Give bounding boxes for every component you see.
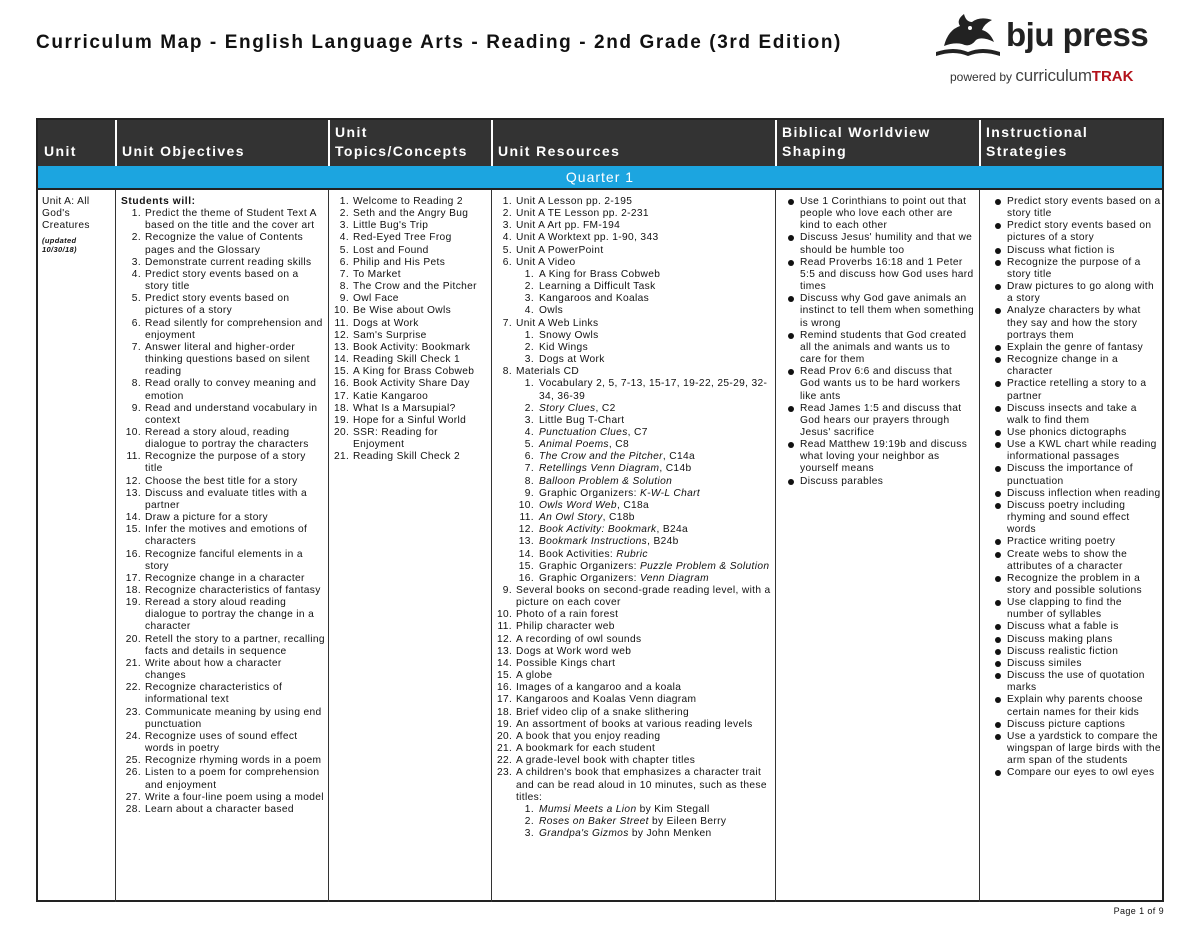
bullet-icon xyxy=(788,333,794,339)
list-item: 19. An assortment of books at various reading levels xyxy=(497,718,753,730)
list-item: 2. Kid Wings xyxy=(524,341,589,353)
list-item: 6. Philip and His Pets xyxy=(339,256,446,268)
list-item: Discuss Jesus' humility and that we should be humble too xyxy=(788,232,974,256)
col-header-topics: Unit Topics/Concepts xyxy=(335,124,468,159)
bullet-icon xyxy=(995,624,1001,630)
list-item: Remind students that God created all the animals and wants us to care for them xyxy=(788,330,974,366)
list-item: 3. Demonstrate current reading skills xyxy=(131,256,312,268)
page-number: Page 1 of 9 xyxy=(1113,906,1164,916)
list-item: 19. Reread a story aloud reading dialogue to portray the change in a character xyxy=(125,597,315,633)
list-item: 5. Animal Poems, C8 xyxy=(524,439,629,451)
bullet-icon xyxy=(995,308,1001,314)
list-item: 1. Predict the theme of Student Text A based on the title and the cover art xyxy=(131,208,317,232)
list-item: Discuss poetry including rhyming and sound effect words xyxy=(995,500,1161,536)
list-item: Use a yardstick to compare the wingspan of large birds with the arm span of the students xyxy=(995,731,1161,767)
list-item: 8. Read orally to convey meaning and emotion xyxy=(131,378,317,402)
list-item: Create webs to show the attributes of a character xyxy=(995,549,1161,573)
list-item: Discuss what a fable is xyxy=(995,621,1161,633)
list-item: 5. Unit A PowerPoint xyxy=(502,244,604,256)
list-item: 22. A grade-level book with chapter titles xyxy=(497,755,696,767)
list-item: 20. Retell the story to a partner, recalling facts and details in sequence xyxy=(125,633,325,657)
list-item: Discuss the use of quotation marks xyxy=(995,670,1161,694)
list-item: 2. Story Clues, C2 xyxy=(524,402,616,414)
quarter-banner: Quarter 1 xyxy=(38,166,1162,190)
list-item: Discuss realistic fiction xyxy=(995,646,1161,658)
list-item: 17. Katie Kangaroo xyxy=(334,390,429,402)
list-item: 3. Unit A Art pp. FM-194 xyxy=(502,220,621,232)
bullet-icon xyxy=(788,442,794,448)
list-item: 22. Recognize characteristics of informational text xyxy=(125,682,283,706)
powered-by: powered by curriculumTRAK xyxy=(950,66,1134,85)
list-item: Read Prov 6:6 and discuss that God wants us to be hard workers like ants xyxy=(788,366,974,402)
bullet-icon xyxy=(995,260,1001,266)
list-item: Read James 1:5 and discuss that God hears our prayers through Jesus' sacrifice xyxy=(788,403,974,439)
col-header-resources: Unit Resources xyxy=(498,143,621,159)
page-title: Curriculum Map - English Language Arts - Reading - 2nd Grade (3rd Edition) xyxy=(36,32,842,53)
list-item: Discuss similes xyxy=(995,658,1161,670)
strategies-cell xyxy=(995,196,1161,780)
bullet-icon xyxy=(995,552,1001,558)
list-item: 5. Lost and Found xyxy=(339,244,429,256)
list-item: 14. Draw a picture for a story xyxy=(125,512,268,524)
list-item: 2. Roses on Baker Street by Eileen Berry xyxy=(524,815,727,827)
bullet-icon xyxy=(995,381,1001,387)
list-item: 7. Unit A Web Links 1. Snowy Owls 2. Kid Wings 3. Dogs at Work xyxy=(497,318,772,367)
list-item: 15. A King for Brass Cobweb xyxy=(334,366,475,378)
bullet-icon xyxy=(995,357,1001,363)
unit-name: Unit A: All God's Creatures xyxy=(42,196,90,232)
list-item: 9. Owl Face xyxy=(339,293,399,305)
col-header-strategies: Instructional Strategies xyxy=(986,124,1089,159)
bullet-icon xyxy=(995,722,1001,728)
books-sublist xyxy=(516,804,772,840)
list-item: 4. Owls xyxy=(524,305,564,317)
bullet-icon xyxy=(995,637,1001,643)
list-item: 15. Graphic Organizers: Puzzle Problem & Solution xyxy=(518,560,770,572)
list-item: Discuss insects and take a walk to find them xyxy=(995,403,1161,427)
bullet-icon xyxy=(995,223,1001,229)
list-item: 15. A globe xyxy=(497,670,553,682)
list-item: 13. Discuss and evaluate titles with a partner xyxy=(125,487,307,511)
list-item: 11. An Owl Story, C18b xyxy=(519,512,635,524)
list-item: Recognize the problem in a story and possible solutions xyxy=(995,573,1161,597)
list-item: 12. Choose the best title for a story xyxy=(125,475,298,487)
list-item: 16. Graphic Organizers: Venn Diagram xyxy=(518,572,709,584)
bullet-icon xyxy=(788,199,794,205)
list-item: 7. Answer literal and higher-order thinking questions based on silent reading xyxy=(131,341,310,378)
list-item: 28. Learn about a character based xyxy=(125,803,294,815)
bullet-icon xyxy=(995,284,1001,290)
list-item: 10. Be Wise about Owls xyxy=(334,305,452,317)
list-item: 20. A book that you enjoy reading xyxy=(497,730,661,742)
strategies-list xyxy=(995,196,1161,780)
list-item: 21. Reading Skill Check 2 xyxy=(334,451,461,463)
list-item: Use a KWL chart while reading informational passages xyxy=(995,439,1161,463)
bullet-icon xyxy=(788,479,794,485)
list-item: Read Proverbs 16:18 and 1 Peter 5:5 and discuss how God uses hard times xyxy=(788,257,974,293)
list-item: Practice retelling a story to a partner xyxy=(995,378,1161,402)
list-item: 7. Retellings Venn Diagram, C14b xyxy=(524,463,692,475)
curriculum-table xyxy=(36,118,1164,902)
objectives-list xyxy=(121,208,325,816)
bullet-icon xyxy=(995,466,1001,472)
bullet-icon xyxy=(788,235,794,241)
list-item: 4. Punctuation Clues, C7 xyxy=(524,426,648,438)
list-item: 10. Owls Word Web, C18a xyxy=(518,499,650,511)
list-item: 4. Red-Eyed Tree Frog xyxy=(339,232,452,244)
list-item: Use phonics dictographs xyxy=(995,427,1161,439)
list-item: Compare our eyes to owl eyes xyxy=(995,767,1161,779)
list-item: Predict story events based on pictures of a story xyxy=(995,220,1161,244)
bullet-icon xyxy=(995,345,1001,351)
bullet-icon xyxy=(788,406,794,412)
list-item: 11. Dogs at Work xyxy=(334,317,419,329)
list-item: 18. Brief video clip of a snake slithering xyxy=(497,706,689,718)
list-item: Recognize the purpose of a story title xyxy=(995,257,1161,281)
list-item: 3. Little Bug T-Chart xyxy=(524,414,625,426)
list-item: 1. Welcome to Reading 2 xyxy=(339,196,463,207)
bullet-icon xyxy=(995,199,1001,205)
list-item: 12. Book Activity: Bookmark, B24a xyxy=(518,524,689,536)
list-item: 17. Kangaroos and Koalas Venn diagram xyxy=(497,694,697,706)
list-item: Explain the genre of fantasy xyxy=(995,342,1161,354)
worldview-list xyxy=(788,196,974,488)
video-sublist xyxy=(516,269,772,318)
bullet-icon xyxy=(995,649,1001,655)
resources-cell xyxy=(497,196,772,840)
bullet-icon xyxy=(995,576,1001,582)
list-item: 6. The Crow and the Pitcher, C14a xyxy=(524,451,696,463)
list-item: 8. Balloon Problem & Solution xyxy=(524,475,673,487)
bullet-icon xyxy=(995,503,1001,509)
list-item: Use 1 Corinthians to point out that people who love each other are kind to each other xyxy=(788,196,974,232)
list-item: 9. Several books on second-grade reading level, with a picture on each cover xyxy=(502,585,771,609)
list-item: 8. The Crow and the Pitcher xyxy=(339,281,477,293)
list-item: Discuss picture captions xyxy=(995,719,1161,731)
bullet-icon xyxy=(788,296,794,302)
list-item: 23. Communicate meaning by using end punctuation xyxy=(125,706,322,730)
list-item: 5. Predict story events based on pictures of a story xyxy=(131,293,290,317)
bullet-icon xyxy=(995,661,1001,667)
list-item: 18. Recognize characteristics of fantasy xyxy=(125,585,321,596)
list-item: 11. Recognize the purpose of a story title xyxy=(126,451,306,475)
bullet-icon xyxy=(995,697,1001,703)
list-item: 7. To Market xyxy=(339,268,401,280)
list-item: 13. Book Activity: Bookmark xyxy=(334,341,471,353)
bullet-icon xyxy=(995,770,1001,776)
list-item: Read Matthew 19:19b and discuss what loving your neighbor as yourself means xyxy=(788,439,974,475)
list-item: 1. Mumsi Meets a Lion by Kim Stegall xyxy=(524,803,710,815)
list-item: 3. Little Bug's Trip xyxy=(339,220,429,232)
list-item: 24. Recognize uses of sound effect words in poetry xyxy=(125,730,298,755)
col-header-unit: Unit xyxy=(44,143,77,159)
list-item: 14. Reading Skill Check 1 xyxy=(334,354,461,366)
list-item: 2. Recognize the value of Contents pages and the Glossary xyxy=(131,232,304,256)
topics-list xyxy=(334,196,488,463)
list-item: Predict story events based on a story title xyxy=(995,196,1161,220)
list-item: 4. Unit A Worktext pp. 1-90, 343 xyxy=(502,232,659,244)
bullet-icon xyxy=(995,600,1001,606)
list-item: Explain why parents choose certain names for their kids xyxy=(995,694,1161,718)
list-item: 16. Images of a kangaroo and a koala xyxy=(497,682,682,694)
list-item: 27. Write a four-line poem using a model xyxy=(125,791,324,803)
list-item: 9. Read and understand vocabulary in context xyxy=(131,402,318,426)
logo-wordmark: bju press xyxy=(1006,16,1149,53)
list-item: Recognize change in a character xyxy=(995,354,1161,378)
list-item: Discuss what fiction is xyxy=(995,245,1161,257)
list-item: 1. A King for Brass Cobweb xyxy=(524,268,661,280)
list-item: Discuss parables xyxy=(788,476,974,488)
list-item: 8. Materials CD 1. Vocabulary 2, 5, 7-13, 15-17, 19-22, 25-29, 32-34, 36-39 2. Story Clues, C2 3. Little Bug T-Chart 4. Punctuation Clues, C7 5. Animal Poems, C8 6. The Crow and the Pitcher, C14a 7. Retellings Venn Diagram, C14b 8. Balloon Problem & Solution 9. Graphic Organizers: K-W-L Chart 10. Owls Word Web, C18a 11. An Owl Story, C18b 12. Book Activity: Bookmark, B24a 13. Bookmark Instructions, B24b 14. Book Activities: Rubric 15. Graphic Organizers: Puzzle Problem & Solution 16. Graphic Organizers: Venn Diagram xyxy=(497,366,772,585)
list-item: 20. SSR: Reading for Enjoyment xyxy=(334,426,438,451)
cd-sublist xyxy=(516,378,772,585)
topics-cell xyxy=(334,196,488,463)
bullet-icon xyxy=(995,491,1001,497)
bullet-icon xyxy=(995,248,1001,254)
list-item: 26. Listen to a poem for comprehension and enjoyment xyxy=(125,767,320,791)
list-item: 2. Unit A TE Lesson pp. 2-231 xyxy=(502,208,649,220)
list-item: 14. Possible Kings chart xyxy=(497,657,616,669)
list-item: 3. Grandpa's Gizmos by John Menken xyxy=(524,828,712,840)
unit-updated: (updated 10/30/18) xyxy=(42,236,77,255)
list-item: 1. Snowy Owls xyxy=(524,329,599,341)
resources-list xyxy=(497,196,772,840)
list-item: 18. What Is a Marsupial? xyxy=(334,402,456,414)
list-item: 6. Unit A Video 1. A King for Brass Cobweb 2. Learning a Difficult Task 3. Kangaroos and Koalas 4. Owls xyxy=(497,257,772,318)
bullet-icon xyxy=(788,369,794,375)
list-item: 12. Sam's Surprise xyxy=(334,329,427,341)
list-item: 10. Photo of a rain forest xyxy=(497,609,619,621)
list-item: 2. Learning a Difficult Task xyxy=(524,281,656,293)
eagle-book-icon xyxy=(934,12,1004,58)
bullet-icon xyxy=(995,430,1001,436)
list-item: 6. Read silently for comprehension and enjoyment xyxy=(131,317,323,341)
objectives-title: Students will: xyxy=(121,196,196,207)
bullet-icon xyxy=(995,406,1001,412)
list-item: 3. Kangaroos and Koalas xyxy=(524,293,650,305)
list-item: 9. Graphic Organizers: K-W-L Chart xyxy=(524,487,701,499)
list-item: 21. A bookmark for each student xyxy=(497,743,656,755)
list-item: 10. Reread a story aloud, reading dialogue to portray the characters xyxy=(125,426,309,451)
list-item: 11. Philip character web xyxy=(497,621,615,633)
list-item: 12. A recording of owl sounds xyxy=(497,633,642,645)
bullet-icon xyxy=(995,734,1001,740)
unit-cell xyxy=(42,196,110,254)
list-item: 1. Vocabulary 2, 5, 7-13, 15-17, 19-22, 25-29, 32-34, 36-39 xyxy=(524,378,768,402)
list-item: 17. Recognize change in a character xyxy=(125,572,305,584)
list-item: 21. Write about how a character changes xyxy=(125,657,282,682)
list-item: Discuss the importance of punctuation xyxy=(995,463,1161,487)
list-item: 2. Seth and the Angry Bug xyxy=(339,208,469,220)
list-item: Practice writing poetry xyxy=(995,536,1161,548)
list-item: 13. Dogs at Work word web xyxy=(497,645,632,657)
list-item: Draw pictures to go along with a story xyxy=(995,281,1161,305)
list-item: 4. Predict story events based on a story title xyxy=(131,268,299,293)
list-item: 15. Infer the motives and emotions of characters xyxy=(125,524,308,548)
bullet-icon xyxy=(995,539,1001,545)
list-item: 16. Book Activity Share Day xyxy=(334,378,470,390)
list-item: 3. Dogs at Work xyxy=(524,354,605,366)
list-item: 23. A children's book that emphasizes a character trait and can be read aloud in 10 minutes, such as these titles: 1. Mumsi Meets a Lion by Kim Stegall 2. Roses on Baker Street by Eileen Berry 3. Grandpa's Gizmos by John Menken xyxy=(497,767,772,840)
list-item: 1. Unit A Lesson pp. 2-195 xyxy=(502,196,633,207)
list-item: Discuss why God gave animals an instinct to tell them when something is wrong xyxy=(788,293,974,329)
col-header-worldview: Biblical Worldview Shaping xyxy=(782,124,931,159)
bullet-icon xyxy=(995,442,1001,448)
web-sublist xyxy=(516,330,772,366)
list-item: Use clapping to find the number of syllables xyxy=(995,597,1161,621)
list-item: Discuss making plans xyxy=(995,634,1161,646)
table-header xyxy=(38,120,1162,166)
bullet-icon xyxy=(788,260,794,266)
bullet-icon xyxy=(995,673,1001,679)
objectives-cell xyxy=(121,196,325,816)
list-item: 19. Hope for a Sinful World xyxy=(334,414,467,426)
col-header-objectives: Unit Objectives xyxy=(122,143,245,159)
list-item: 13. Bookmark Instructions, B24b xyxy=(518,536,679,548)
bju-press-logo xyxy=(934,10,1166,85)
list-item: 25. Recognize rhyming words in a poem xyxy=(125,755,322,767)
list-item: Analyze characters by what they say and how the story portrays them xyxy=(995,305,1161,341)
list-item: 16. Recognize fanciful elements in a story xyxy=(125,548,303,572)
worldview-cell xyxy=(788,196,974,488)
list-item: Discuss inflection when reading xyxy=(995,488,1161,500)
list-item: 14. Book Activities: Rubric xyxy=(518,548,648,560)
